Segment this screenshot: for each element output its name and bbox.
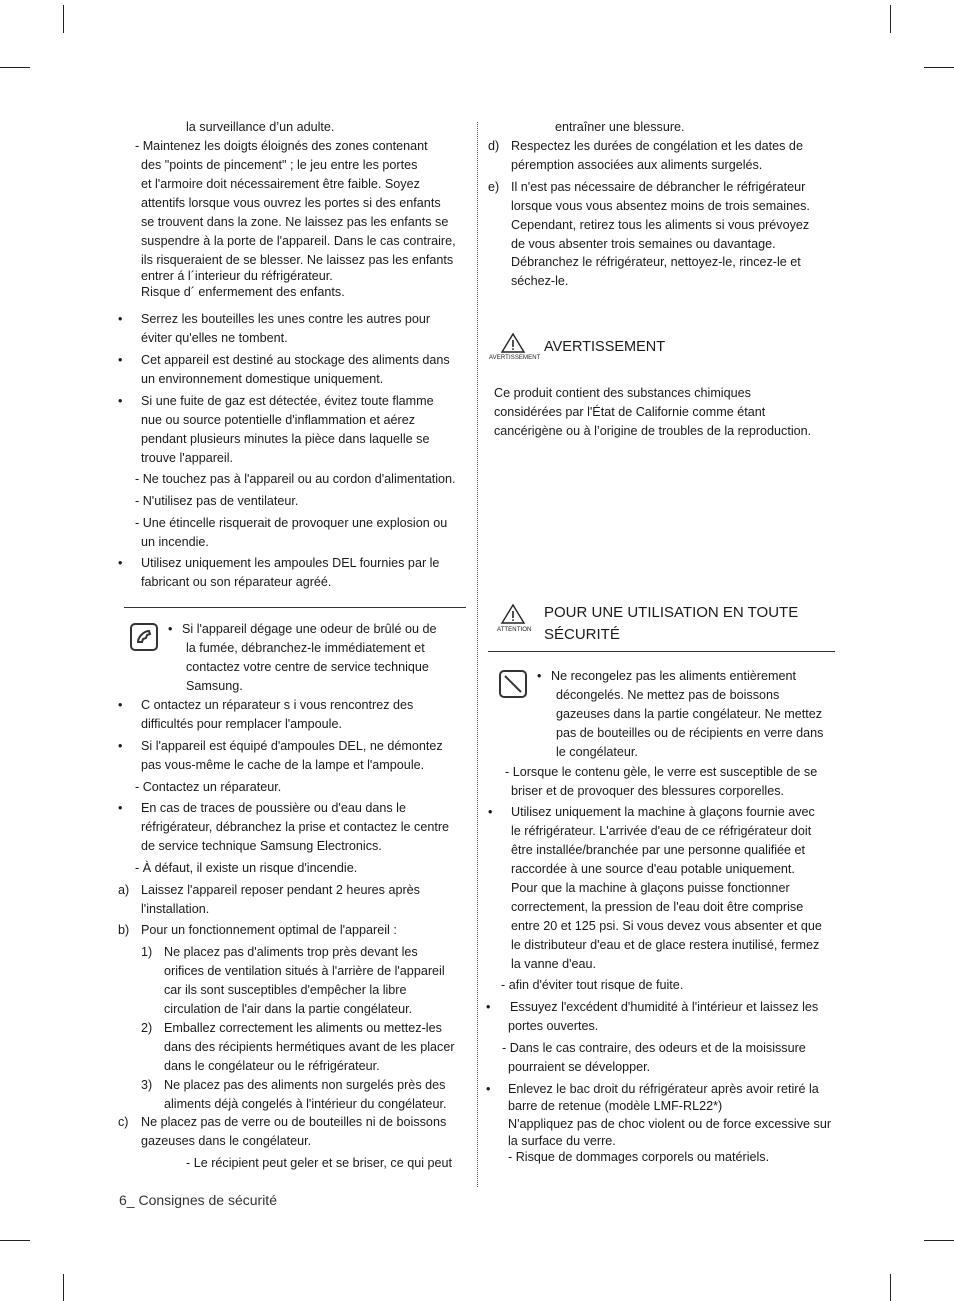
warning-title: AVERTISSEMENT	[544, 339, 666, 355]
dash-item: - Risque de dommages corporels ou matériels.	[508, 1150, 770, 1164]
warning-caption: AVERTISSEMENT	[489, 355, 541, 361]
warning-triangle-icon	[500, 332, 526, 354]
page-footer: 6_ Consignes de sécurité	[119, 1192, 277, 1208]
column-separator	[477, 122, 478, 1187]
prohibited-icon	[499, 670, 527, 698]
dash-item: - N'utilisez pas de ventilateur.	[135, 494, 299, 508]
text-line: la surveillance d’un adulte.	[186, 120, 335, 134]
unplug-icon	[130, 623, 158, 651]
caution-triangle-icon	[500, 603, 526, 625]
crop-mark	[924, 67, 954, 68]
section-divider	[124, 607, 466, 608]
dash-item: - afin d'éviter tout risque de fuite.	[501, 978, 684, 992]
section-divider	[488, 651, 835, 652]
text-line: entraîner une blessure.	[555, 120, 685, 134]
crop-mark	[0, 1240, 30, 1241]
dash-item: - Ne touchez pas à l'appareil ou au cordon d'alimentation.	[135, 472, 456, 486]
crop-mark	[890, 1274, 891, 1301]
caution-caption: ATTENTION	[497, 627, 532, 633]
dash-item: - À défaut, il existe un risque d'incendie.	[135, 861, 358, 875]
dash-item: - Contactez un réparateur.	[135, 780, 282, 794]
dash-item: - Le récipient peut geler et se briser, ce qui peut	[186, 1156, 453, 1170]
crop-mark	[890, 5, 891, 33]
crop-mark	[924, 1240, 954, 1241]
crop-mark	[63, 1274, 64, 1301]
crop-mark	[0, 67, 30, 68]
crop-mark	[63, 5, 64, 33]
